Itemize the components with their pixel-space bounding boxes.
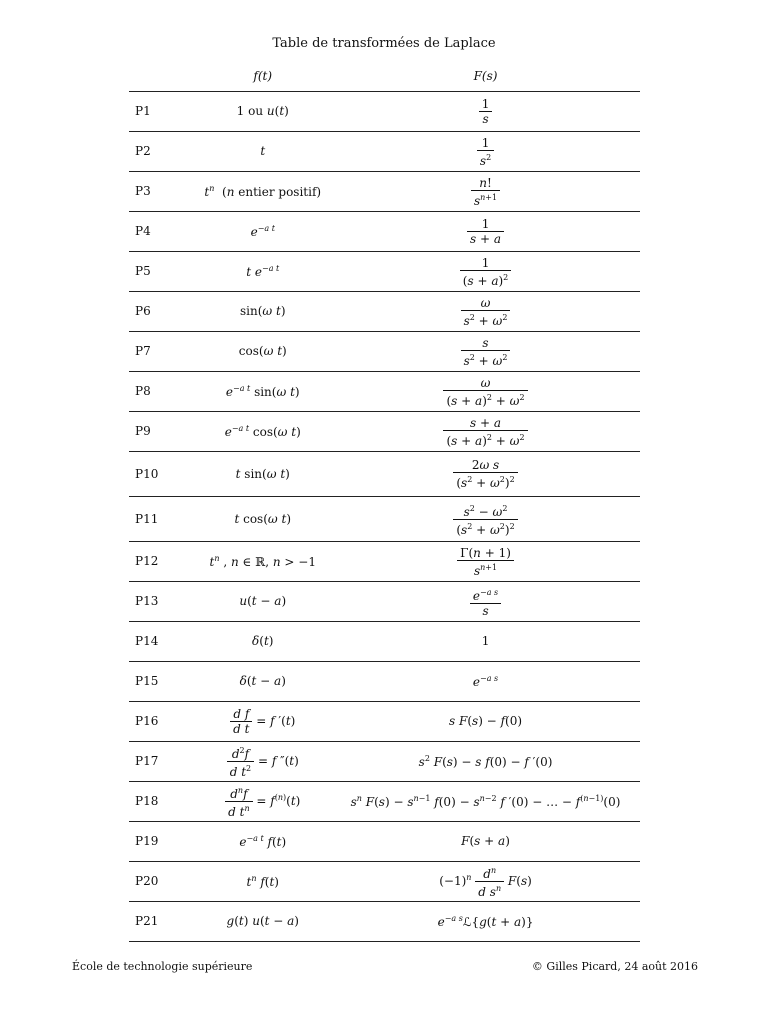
table-row [129, 372, 640, 412]
row-label: P18 [129, 782, 194, 822]
row-label: P6 [129, 292, 194, 332]
row-label: P11 [129, 497, 194, 542]
table-row [129, 412, 640, 452]
table-row [129, 622, 640, 662]
table-row [129, 212, 640, 252]
fs-cell: $\frac{\Gamma(n + 1)}{s^{n+1}}$ [331, 542, 640, 582]
ft-cell: cos(ω t) [194, 332, 331, 372]
header-ft: f(t) [194, 61, 331, 92]
fs-cell: $\frac{1}{(s + a)^2}$ [331, 252, 640, 292]
header-label [129, 61, 194, 92]
fs-cell: $\frac{\text{2ω s}}{(s^2 + \omega^2)^2}$ [331, 452, 640, 497]
fs-cell: $\frac{s^2 - \omega^2}{(s^2 + \omega^2)^2}$ [331, 497, 640, 542]
fs-cell: $\frac{1}{s}$ [331, 92, 640, 132]
row-label: P19 [129, 822, 194, 862]
fs-cell: $\frac{s + a}{(s + a)^2 + \omega^2}$ [331, 412, 640, 452]
fs-cell: $\frac{1}{s + a}$ [331, 212, 640, 252]
fs-cell: 1 [331, 622, 640, 662]
ft-cell: $e^{-a t}$ cos(ω t) [194, 412, 331, 452]
table-row [129, 702, 640, 742]
footer-copyright: © Gilles Picard, 24 août 2016 [531, 960, 698, 973]
ft-cell: $e^{-a t}$ f(t) [194, 822, 331, 862]
fs-cell: $\frac{s}{s^2 + \omega^2}$ [331, 332, 640, 372]
table-row [129, 92, 640, 132]
table-row [129, 862, 640, 902]
row-label: P15 [129, 662, 194, 702]
row-label: P14 [129, 622, 194, 662]
laplace-table [129, 61, 640, 942]
table-row [129, 252, 640, 292]
row-label: P5 [129, 252, 194, 292]
row-label: P12 [129, 542, 194, 582]
ft-cell: t sin(ω t) [194, 452, 331, 497]
ft-cell: 1 ou u(t) [194, 92, 331, 132]
table-row [129, 452, 640, 497]
table-row [129, 132, 640, 172]
table-row [129, 782, 640, 822]
fs-cell: $\frac{1}{s^2}$ [331, 132, 640, 172]
table-row [129, 542, 640, 582]
row-label: P1 [129, 92, 194, 132]
table-row [129, 172, 640, 212]
ft-cell: $t^n$ (n entier positif) [194, 172, 331, 212]
ft-cell: $\frac{d^nf}{d t^n}$ = $f^{(n)}(t)$ [194, 782, 331, 822]
row-label: P4 [129, 212, 194, 252]
row-label: P7 [129, 332, 194, 372]
ft-cell: t [194, 132, 331, 172]
fs-cell: $\frac{\omega}{s^2 + \omega^2}$ [331, 292, 640, 332]
row-label: P9 [129, 412, 194, 452]
ft-cell: δ(t − a) [194, 662, 331, 702]
ft-cell: $e^{-a t}$ [194, 212, 331, 252]
row-label: P10 [129, 452, 194, 497]
ft-cell: $\frac{\text{d f}}{\text{d t}}$ = f ′(t) [194, 702, 331, 742]
ft-cell: t cos(ω t) [194, 497, 331, 542]
row-label: P2 [129, 132, 194, 172]
footer-institution: École de technologie supérieure [72, 960, 253, 973]
table-row [129, 332, 640, 372]
fs-cell: $e^{-a s}ℒ\{g(t + a)\}$ [331, 902, 640, 942]
table-row [129, 582, 640, 622]
fs-cell: $s^n$ $F(s) - s^{n-1}$ $f(0) - s^{n-2}$ f ′(0) − … − $f^{(n-1)}(0)$ [331, 782, 640, 822]
ft-cell: δ(t) [194, 622, 331, 662]
fs-cell: $(-1)^n$ $\frac{d^n}{d s^n}$ F(s) [331, 862, 640, 902]
row-label: P21 [129, 902, 194, 942]
header-fs: F(s) [331, 61, 640, 92]
fs-cell: $\frac{n!}{s^{n+1}}$ [331, 172, 640, 212]
fs-cell: $\frac{e^{-a s}}{s}$ [331, 582, 640, 622]
ft-cell: t $e^{-a t}$ [194, 252, 331, 292]
table-row [129, 822, 640, 862]
row-label: P8 [129, 372, 194, 412]
fs-cell: F(s + a) [331, 822, 640, 862]
ft-cell: u(t − a) [194, 582, 331, 622]
row-label: P16 [129, 702, 194, 742]
ft-cell: $e^{-a t}$ sin(ω t) [194, 372, 331, 412]
row-label: P17 [129, 742, 194, 782]
fs-cell: s F(s) − f(0) [331, 702, 640, 742]
table-row [129, 662, 640, 702]
table-row [129, 497, 640, 542]
fs-cell: $e^{-a s}$ [331, 662, 640, 702]
table-header-row [129, 61, 640, 92]
ft-cell: sin(ω t) [194, 292, 331, 332]
table-row [129, 742, 640, 782]
row-label: P3 [129, 172, 194, 212]
ft-cell: g(t) u(t − a) [194, 902, 331, 942]
ft-cell: $t^n$ f(t) [194, 862, 331, 902]
row-label: P13 [129, 582, 194, 622]
fs-cell: $s^2$ F(s) − s f(0) − f ′(0) [331, 742, 640, 782]
table-row [129, 292, 640, 332]
fs-cell: $\frac{\omega}{(s + a)^2 + \omega^2}$ [331, 372, 640, 412]
page-title: Table de transformées de Laplace [272, 36, 496, 51]
ft-cell: $t^n$ , n ∈ ℝ, n > −1 [194, 542, 331, 582]
table-row [129, 902, 640, 942]
row-label: P20 [129, 862, 194, 902]
ft-cell: $\frac{d^2f}{d t^2}$ = f ″(t) [194, 742, 331, 782]
